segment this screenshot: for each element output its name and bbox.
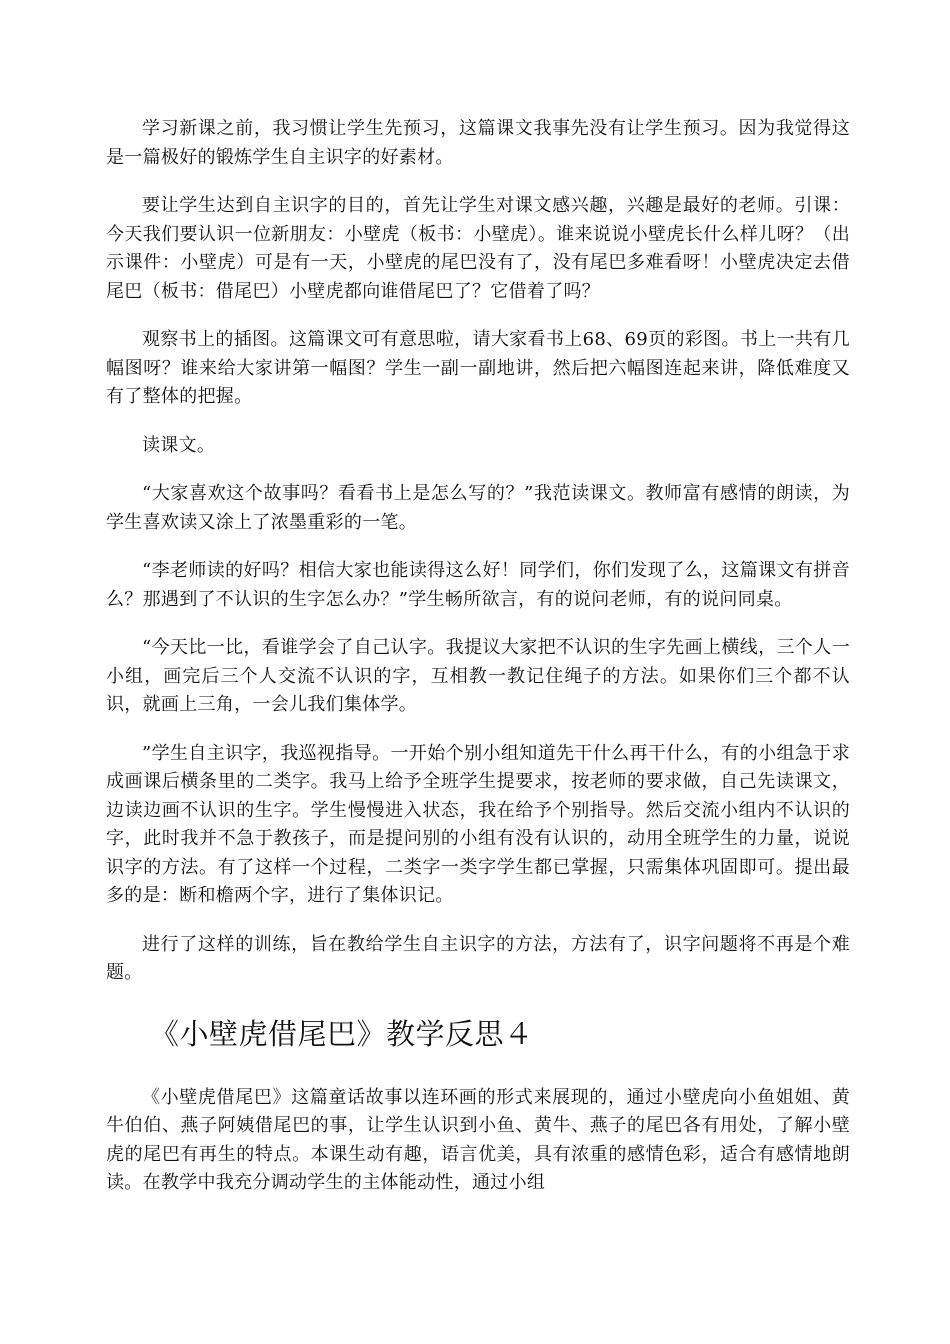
document-page	[106, 115, 850, 1218]
paragraph: 《小壁虎借尾巴》这篇童话故事以连环画的形式来展现的，通过小壁虎向小鱼姐姐、黄牛伯伯、燕子阿姨借尾巴的事，让学生认识到小鱼、黄牛、燕子的尾巴各有用处，了解小壁虎的尾巴有再生的特点。本课生动有趣，语言优美，具有浓重的感情色彩，适合有感情地朗读。在教学中我充分调动学生的主体能动性，通过小组	[106, 1086, 850, 1193]
paragraph: 学习新课之前，我习惯让学生先预习，这篇课文我事先没有让学生预习。因为我觉得这是一篇极好的锻炼学生自主识字的好素材。	[106, 118, 850, 168]
paragraph: 要让学生达到自主识字的目的，首先让学生对课文感兴趣，兴趣是最好的老师。引课：今天我们要认识一位新朋友：小壁虎（板书：小壁虎）。谁来说说小壁虎长什么样儿呀？（出示课件：小壁虎）可是有一天，小壁虎的尾巴没有了，没有尾巴多难看呀！小壁虎决定去借尾巴（板书：借尾巴）小壁虎都向谁借尾巴了？它借着了吗？	[106, 195, 850, 302]
section-heading: 《小壁虎借尾巴》教学反思４	[150, 1016, 534, 1051]
paragraph: “大家喜欢这个故事吗？看看书上是怎么写的？”我范读课文。教师富有感情的朗读，为学生喜欢读又涂上了浓墨重彩的一笔。	[106, 483, 850, 533]
paragraph: 进行了这样的训练，旨在教给学生自主识字的方法，方法有了，识字问题将不再是个难题。	[106, 933, 850, 983]
paragraph: “今天比一比，看谁学会了自己认字。我提议大家把不认识的生字先画上横线，三个人一小组，画完后三个人交流不认识的字，互相教一教记住绳子的方法。如果你们三个都不认识，就画上三角，一会儿我们集体学。	[106, 637, 850, 715]
paragraph: “李老师读的好吗？相信大家也能读得这么好！同学们，你们发现了么，这篇课文有拼音么？那遇到了不认识的生字怎么办？”学生畅所欲言，有的说问老师，有的说问同桌。	[106, 560, 850, 610]
paragraph: ”学生自主识字，我巡视指导。一开始个别小组知道先干什么再干什么，有的小组急于求成画课后横条里的二类字。我马上给予全班学生提要求，按老师的要求做，自己先读课文，边读边画不认识的生字。学生慢慢进入状态，我在给予个别指导。然后交流小组内不认识的字，此时我并不急于教孩子，而是提问别的小组有没有认识的，动用全班学生的力量，说说识字的方法。有了这样一个过程，二类字一类字学生都已掌握，只需集体巩固即可。提出最多的是：断和檐两个字，进行了集体识记。	[106, 742, 850, 906]
paragraph: 观察书上的插图。这篇课文可有意思啦，请大家看书上68、69页的彩图。书上一共有几幅图呀？谁来给大家讲第一幅图？学生一副一副地讲，然后把六幅图连起来讲，降低难度又有了整体的把握。	[106, 329, 850, 407]
paragraph: 读课文。	[142, 434, 216, 456]
